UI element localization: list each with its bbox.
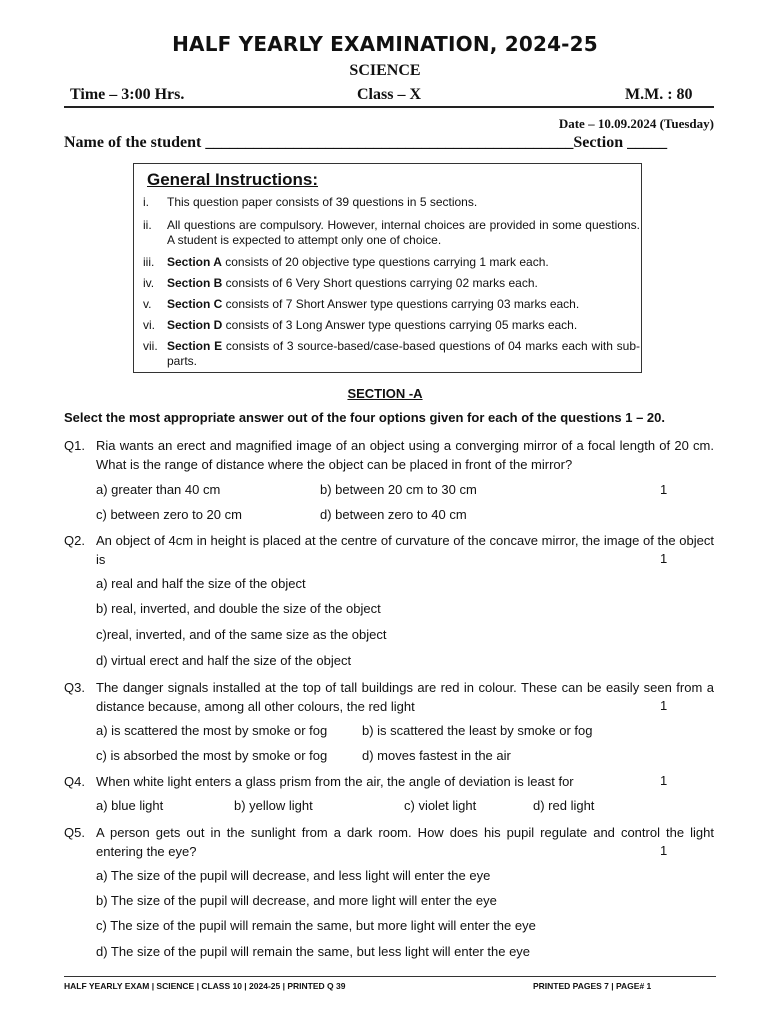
option: b) yellow light <box>234 798 313 813</box>
section-title: SECTION -A <box>347 386 423 401</box>
footer-divider <box>64 976 716 977</box>
instruction-text: consists of 3 Long Answer type questions carrying 05 marks each. <box>222 318 578 332</box>
question-number: Q2. <box>64 533 85 548</box>
question <box>64 772 714 791</box>
instruction-section: Section B <box>167 276 223 290</box>
instruction-text: This question paper consists of 39 questions in 5 sections. <box>167 195 478 209</box>
question-number: Q5. <box>64 825 85 840</box>
option: a) real and half the size of the object <box>96 576 306 591</box>
option: c) violet light <box>404 798 477 813</box>
instruction-item <box>143 297 640 312</box>
instruction-number: iii. <box>143 255 155 269</box>
option: b) between 20 cm to 30 cm <box>320 482 477 497</box>
option: b) is scattered the least by smoke or fog <box>362 723 593 738</box>
option: d) moves fastest in the air <box>362 748 511 763</box>
option: d) between zero to 40 cm <box>320 507 467 522</box>
class-label: Class – X <box>357 86 422 103</box>
option: b) real, inverted, and double the size of the object <box>96 601 381 616</box>
option: c) is absorbed the most by smoke or fog <box>96 748 328 763</box>
option: a) blue light <box>96 798 164 813</box>
question <box>64 436 714 474</box>
max-marks-label: M.M. : 80 <box>625 86 693 103</box>
question-number: Q3. <box>64 680 85 695</box>
question-text: The danger signals installed at the top of tall buildings are red in colour. These can be easily seen from a distance because, among all other colours, the red light <box>96 680 714 714</box>
question <box>64 823 714 861</box>
question-number: Q1. <box>64 438 85 453</box>
option: a) greater than 40 cm <box>96 482 221 497</box>
option: d) The size of the pupil will remain the same, but less light will enter the eye <box>96 944 531 959</box>
footer-left: HALF YEARLY EXAM | SCIENCE | CLASS 10 | 2024-25 | PRINTED Q 39 <box>64 981 346 991</box>
question-text: Ria wants an erect and magnified image of an object using a converging mirror of a focal length of 20 cm. What is the range of distance where the object can be placed in front of the mirror? <box>96 438 714 472</box>
instruction-number: vii. <box>143 339 158 353</box>
instruction-item <box>143 218 640 248</box>
question-text: A person gets out in the sunlight from a dark room. How does his pupil regulate and control the light entering the eye? <box>96 825 714 859</box>
question <box>64 531 714 569</box>
instruction-text: All questions are compulsory. However, internal choices are provided in some questions. A student is expected to attempt only one of choice. <box>167 218 640 247</box>
footer-right: PRINTED PAGES 7 | PAGE# 1 <box>533 981 652 991</box>
option: c) The size of the pupil will remain the same, but more light will enter the eye <box>96 918 536 933</box>
question-text: When white light enters a glass prism from the air, the angle of deviation is least for <box>96 774 574 789</box>
question-marks: 1 <box>660 698 668 713</box>
instruction-number: i. <box>143 195 149 209</box>
instruction-section: Section E <box>167 339 223 353</box>
instruction-text: consists of 7 Short Answer type questions carrying 03 marks each. <box>222 297 580 311</box>
instruction-text: consists of 20 objective type questions carrying 1 mark each. <box>221 255 549 269</box>
option: c) between zero to 20 cm <box>96 507 242 522</box>
time-label: Time – 3:00 Hrs. <box>70 86 185 103</box>
instruction-number: vi. <box>143 318 155 332</box>
instruction-section: Section D <box>167 318 223 332</box>
section-instruction: Select the most appropriate answer out of the four options given for each of the questions 1 – 20. <box>64 410 665 425</box>
instruction-number: iv. <box>143 276 155 290</box>
instruction-item <box>143 276 640 291</box>
instruction-text: consists of 6 Very Short questions carrying 02 marks each. <box>222 276 538 290</box>
subject: SCIENCE <box>349 62 421 79</box>
question-marks: 1 <box>660 482 668 497</box>
instruction-number: ii. <box>143 218 152 232</box>
option: a) The size of the pupil will decrease, and less light will enter the eye <box>96 868 491 883</box>
header-divider <box>64 106 714 108</box>
instruction-section: Section A <box>167 255 222 269</box>
option: d) red light <box>533 798 595 813</box>
instruction-section: Section C <box>167 297 223 311</box>
instruction-text: consists of 3 source-based/case-based questions of 04 marks each with sub-parts. <box>167 339 640 368</box>
question <box>64 678 714 716</box>
question-text: An object of 4cm in height is placed at the centre of curvature of the concave mirror, the image of the object is <box>96 533 714 567</box>
instruction-item <box>143 339 640 369</box>
instruction-item <box>143 195 640 210</box>
instruction-number: v. <box>143 297 152 311</box>
instructions-title: General Instructions: <box>147 170 318 189</box>
option: b) The size of the pupil will decrease, and more light will enter the eye <box>96 893 497 908</box>
question-number: Q4. <box>64 774 85 789</box>
question-marks: 1 <box>660 843 668 858</box>
instruction-item <box>143 255 640 270</box>
instruction-item <box>143 318 640 333</box>
option: c)real, inverted, and of the same size as the object <box>96 627 387 642</box>
option: d) virtual erect and half the size of the object <box>96 653 352 668</box>
question-marks: 1 <box>660 773 668 788</box>
question-marks: 1 <box>660 551 668 566</box>
option: a) is scattered the most by smoke or fog <box>96 723 328 738</box>
student-name-line: Name of the student ______________________________________________Section _____ <box>64 134 668 151</box>
exam-title: HALF YEARLY EXAMINATION, 2024-25 <box>172 32 598 56</box>
exam-date: Date – 10.09.2024 (Tuesday) <box>558 116 714 131</box>
